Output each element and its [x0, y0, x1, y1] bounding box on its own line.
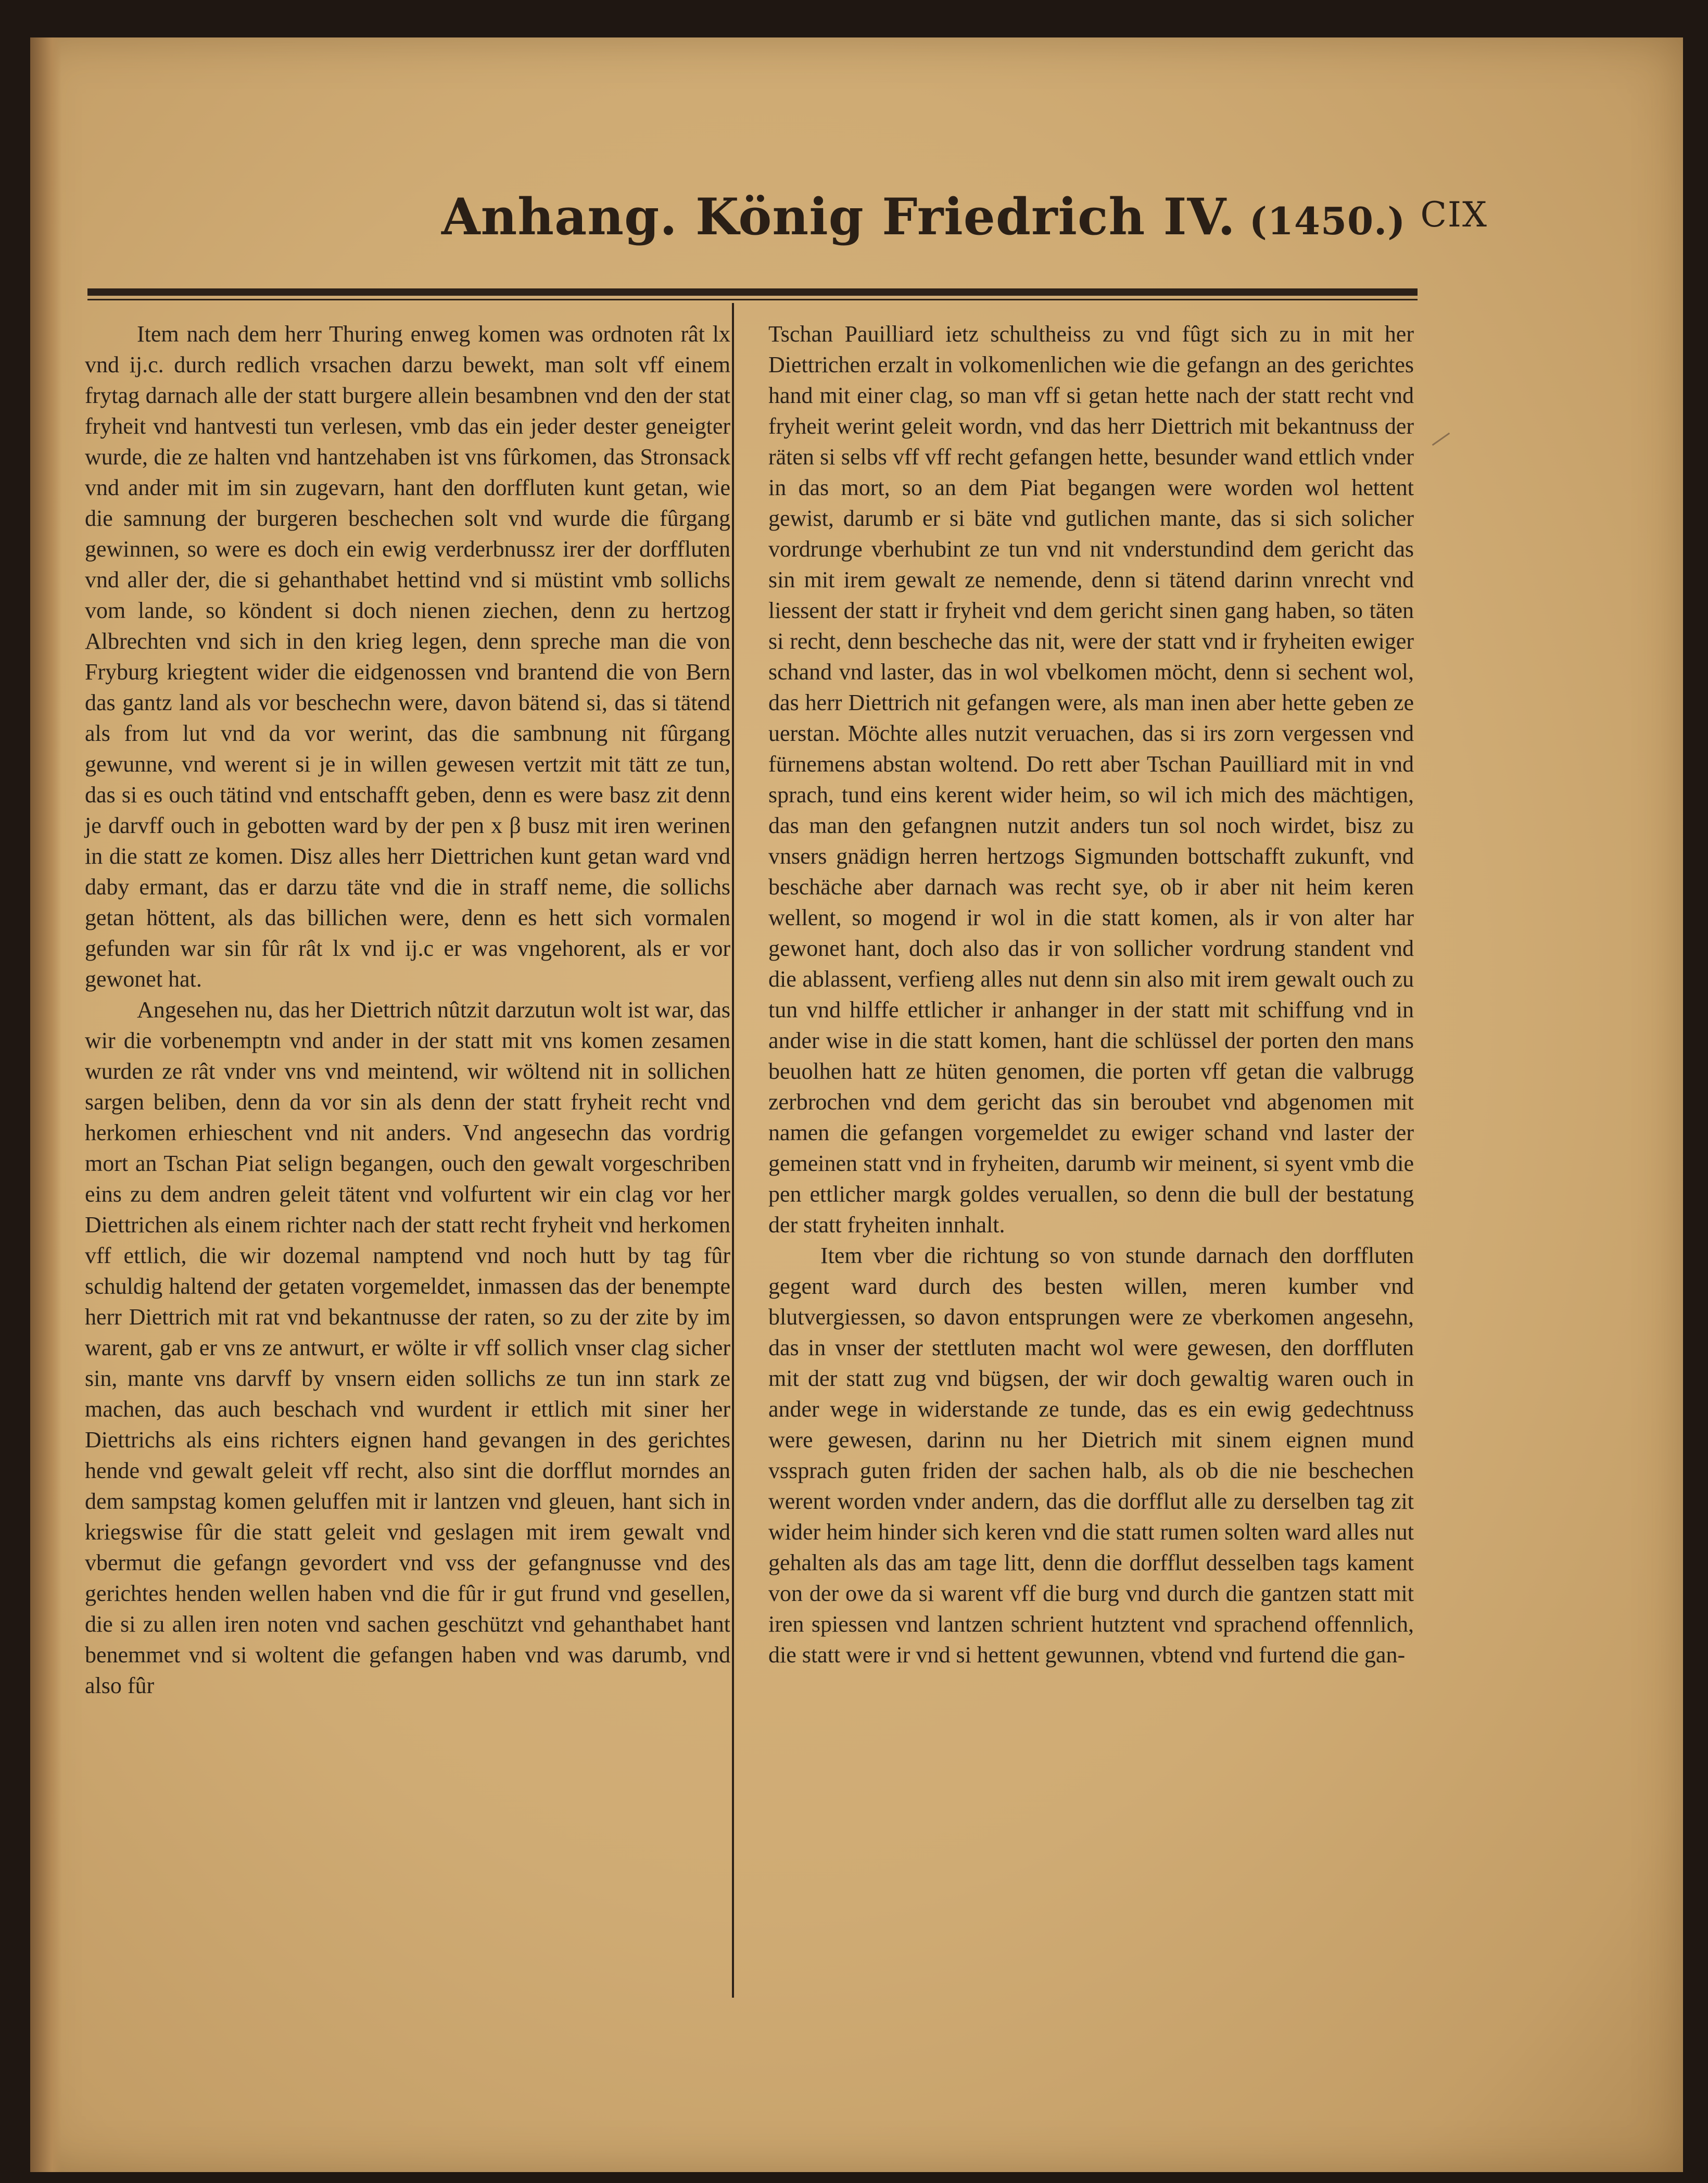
page-header [87, 187, 1488, 281]
right-column [768, 319, 1414, 1670]
paragraph: Item nach dem herr Thuring enweg komen was ordnoten rât lx vnd ij.c. durch redlich vrsachen darzu bewekt, man solt vff einem frytag darnach alle der statt burgere allein besambnen vnd den der stat fryheit vnd hantvesti tun verlesen, vmb das ein jeder dester geneigter wurde, die ze halten vnd hantzehaben ist vns fûrkomen, das Stronsack vnd ander mit im sin zugevarn, hant den dorffluten kunt getan, wie die samnung der burgeren beschechen solt vnd wurde die fûrgang gewinnen, so were es doch ein ewig verderbnussz irer der dorffluten vnd aller der, die si gehanthabet hettind vnd si müstint vmb sollichs vom lande, so köndent si doch nienen ziechen, denn zu hertzog Albrechten vnd sich in den krieg legen, denn spreche man die von Fryburg kriegtent wider die eidgenossen vnd brantend die von Bern das gantz land als vor beschechn were, davon bätend si, das si tätend als from lut vnd da vor werint, das die sambnung nit fûrgang gewunne, vnd werent si je in willen gewesen vertzit mit tätt ze tun, das si es ouch tätind vnd entschafft geben, denn es were basz zit denn je darvff ouch in gebotten ward by der pen x β busz mit iren werinen in die statt ze komen. Disz alles herr Diettrichen kunt getan ward vnd daby ermant, das er darzu täte vnd die in straff neme, die sollichs getan höttent, als das billichen were, denn es hett sich vormalen gefunden war sin fûr rât lx vnd ij.c er was vngehorent, als er vor gewonet hat. [85, 321, 730, 992]
running-title [441, 187, 1406, 246]
running-title-year: (1450.) [1249, 199, 1406, 243]
left-column [85, 319, 730, 1701]
header-rule-thick [87, 288, 1418, 296]
paragraph: Tschan Pauilliard ietz schultheiss zu vnd fûgt sich zu in mit her Diettrichen erzalt in volkomenlichen wie die gefangn an des gerichtes hand mit einer clag, so man vff si getan hette nach der statt recht vnd fryheit werint geleit wordn, vnd das herr Diettrich mit bekantnuss der räten si selbs vff vff recht gefangen hette, besunder wand ettlich vnder in das mort, so an dem Piat begangen were worden wol hettent gewist, darumb er si bäte vnd gutlichen mante, das si sich solicher vordrunge vberhubint ze tun vnd nit vnderstundind dem gericht das sin mit irem gewalt ze nemende, denn si tätend darinn vnrecht vnd liessent der statt ir fryheit vnd dem gericht sinen gang haben, so täten si recht, denn bescheche das nit, were der statt vnd ir fryheiten ewiger schand vnd laster, das in wol vbelkomen möcht, denn si sechent wol, das herr Diettrich nit gefangen were, als man inen aber hette geben ze uerstan. Möchte alles nutzit veruachen, das si irs zorn vergessen vnd fürnemens abstan woltend. Do rett aber Tschan Pauilliard mit in vnd sprach, tund eins kerent wider heim, so wil ich mich des mächtigen, das man den gefangnen nutzit anders tun sol noch wirdet, bisz zu vnsers gnädign herren hertzogs Sigmunden bottschafft zukunft, vnd beschäche aber darnach was recht sye, ob ir aber nit heim keren wellent, so mogend ir wol in die statt komen, als ir von alter har gewonet hant, doch also das ir von sollicher vordrung standent vnd die ablassent, verfieng alles nut denn sin also mit irem gewalt ouch zu tun vnd hilffe ettlicher ir anhanger in der statt mit schiffung vnd in ander wise in die statt komen, hant die schlüssel der porten den mans beuolhen hatt ze hüten genomen, die porten vff getan die valbrugg zerbrochen vnd dem gericht das sin beroubet vnd abgenomen mit namen die gefangen vorgemeldet zu ewiger schand vnd laster der gemeinen statt vnd in fryheiten, darumb wir meinent, si syent vmb die pen ettlicher margk goldes veruallen, so denn die bull der bestatung der statt fryheiten innhalt. [768, 321, 1414, 1238]
page-number: CIX [1420, 195, 1488, 235]
paragraph: Angesehen nu, das her Diettrich nûtzit darzutun wolt ist war, das wir die vorbenemptn vnd ander in der statt mit vns komen zesamen wurden ze rât vnder vns vnd meintend, wir wöltend nit in sollichen sargen beliben, denn da vor sin als denn der statt fryheit recht vnd herkomen erhieschent vnd nit anders. Vnd angesechn das vordrig mort an Tschan Piat selign begangen, ouch den gewalt vorgeschriben eins zu dem andren geleit tätent vnd volfurtent wir ein clag vor her Diettrichen als einem richter nach der statt recht fryheit vnd herkomen vff ettlich, die wir dozemal namptend vnd noch hutt by tag fûr schuldig haltend der getaten vorgemeldet, inmassen das der benempte herr Diettrich mit rat vnd bekantnusse der raten, so zu der zite by im warent, gab er vns ze antwurt, er wölte ir vff sollich vnser clag sicher sin, mante vns darvff by vnsern eiden sollichs ze tun inn stark ze machen, das auch beschach vnd wurdent ir ettlich mit siner her Diettrichs als eins richters eignen hand gevangen in des gerichtes hende vnd gewalt geleit vff recht, also sint die dorfflut morndes an dem sampstag komen geluffen mit ir lantzen vnd gleuen, hant sich in kriegswise fûr die statt geleit vnd geslagen mit irem gewalt vnd vbermut die gefangn gevordert vnd vss der gefangnusse vnd des gerichtes henden wellen haben vnd die fûr ir gut frund vnd gesellen, die si zu allen iren noten vnd sachen geschützt vnd gehanthabet hant benemmet vnd si woltent die gefangen haben vnd was darumb, vnd also fûr [85, 997, 730, 1698]
book-page [30, 37, 1683, 2172]
running-title-text: Anhang. König Friedrich IV. [441, 187, 1236, 246]
header-rule-thin [87, 299, 1418, 300]
column-divider [732, 303, 734, 1998]
pencil-mark [1432, 433, 1450, 446]
page-gutter-shadow [30, 37, 61, 2172]
paragraph: Item vber die richtung so von stunde darnach den dorffluten gegent ward durch des besten willen, meren kumber vnd blutvergiessen, so davon entsprungen were ze vberkomen angesehn, das in vnser der stettluten macht wol were gewesen, den dorffluten mit der statt zug vnd bügsen, der wir doch gewaltig waren ouch in ander wege in widerstande ze tunde, das es ein ewig gedechtnuss were gewesen, darinn nu her Dietrich mit sinem eignen mund vssprach guten friden der sachen halb, als ob die nie beschechen werent worden vnder andern, das die dorfflut alle zu derselben tag zit wider heim hinder sich keren vnd die statt rumen solten ward alles nut gehalten als das am tage litt, denn die dorfflut desselben tags kament von der owe da si warent vff die burg vnd durch die gantzen statt mit iren spiessen vnd lantzen schrient hutztent vnd sprachend offennlich, die statt were ir vnd si hettent gewunnen, vbtend vnd furtend die gan- [768, 1243, 1414, 1668]
